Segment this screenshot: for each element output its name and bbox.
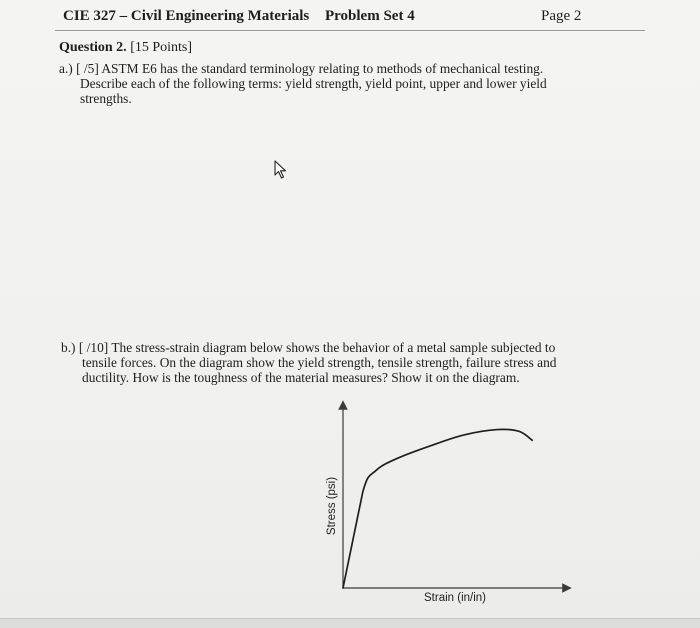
question-title: Question 2. [59, 40, 127, 55]
part-a-text [59, 61, 619, 106]
question-heading [59, 40, 192, 56]
stress-strain-curve [343, 429, 532, 588]
course-title: CIE 327 – Civil Engineering Materials [63, 8, 310, 24]
page-number: Page 2 [541, 8, 582, 24]
y-axis-label: Stress (psi) [326, 476, 338, 536]
part-b-line: tensile forces. On the diagram show the yield strength, tensile strength, failure stress and [82, 355, 557, 370]
mouse-pointer-icon [274, 160, 288, 185]
part-a-line: a.) [ /5] ASTM E6 has the standard terminology relating to methods of mechanical testing. [59, 61, 544, 76]
question-points: [15 Points] [130, 40, 193, 55]
part-a-line: strengths. [80, 91, 132, 106]
part-a-line: Describe each of the following terms: yield strength, yield point, upper and lower yield [80, 76, 547, 91]
part-b-text [61, 340, 621, 385]
header-divider [55, 30, 645, 31]
part-b-line: ductility. How is the toughness of the material measures? Show it on the diagram. [82, 370, 520, 385]
x-axis-label: Strain (in/in) [424, 592, 486, 604]
part-b-line: b.) [ /10] The stress-strain diagram below shows the behavior of a metal sample subjected to [61, 340, 556, 355]
stress-strain-chart [315, 396, 580, 606]
problem-set-title: Problem Set 4 [325, 8, 415, 24]
